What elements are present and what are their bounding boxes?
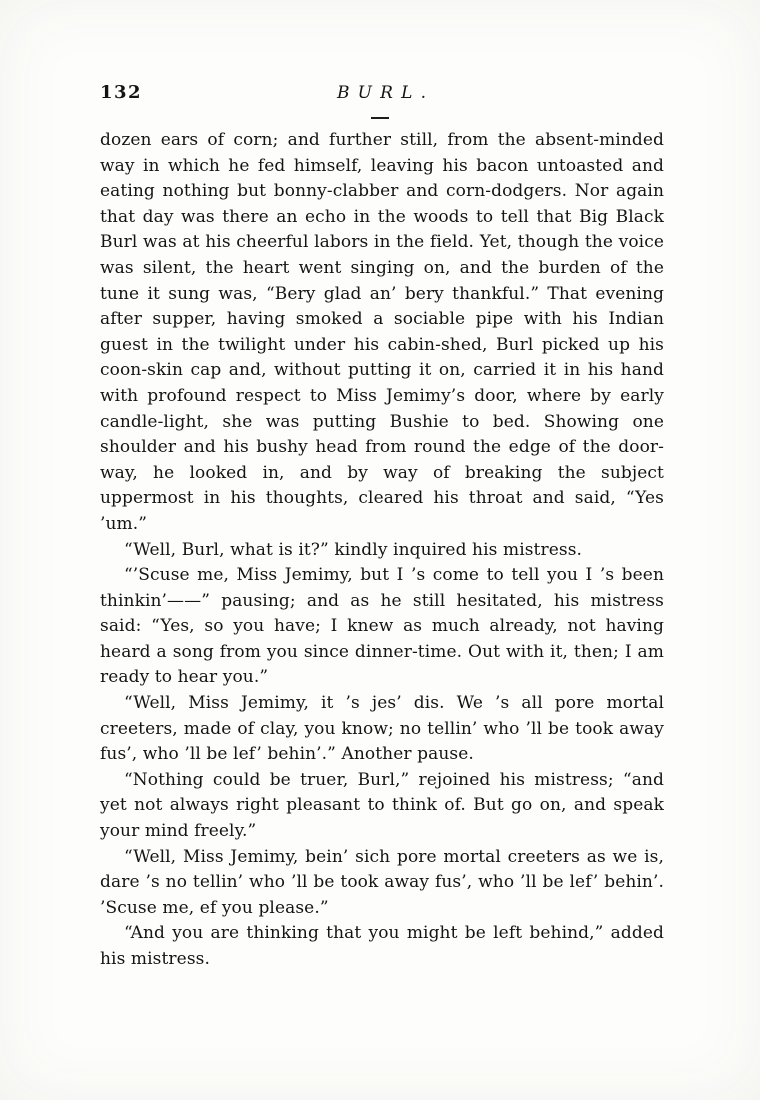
paragraph: “Well, Miss Jemimy, bein’ sich pore mortal creeters as we is, dare ’s no tellin’ who ’ll be took away fus’, who ’ll be lef’ behin’. ’Scuse me, ef you please.” — [100, 846, 664, 918]
title-rule — [371, 117, 389, 119]
page-body — [100, 128, 664, 973]
page-number: 132 — [100, 82, 143, 103]
paragraph: “’Scuse me, Miss Jemimy, but I ’s come to tell you I ’s been thinkin’——” pausing; and as he still hesitated, his mistress said: “Yes, so you have; I knew as much already, not having heard a song from you since dinner-time. Out with it, then; I am ready to hear you.” — [100, 565, 664, 688]
paragraph: dozen ears of corn; and further still, from the absent-minded way in which he fed himself, leaving his bacon untoasted and eating nothing but bonny-clabber and corn-dodgers. Nor again that day was there an echo in the woods to tell that Big Black Burl was at his cheerful labors in the field. Yet, though the voice was silent, the heart went singing on, and the burden of the tune it sung was, “Bery glad an’ bery thankful.” That evening after supper, having smoked a sociable pipe with his Indian guest in the twilight under his cabin-shed, Burl picked up his coon-skin cap and, without putting it on, carried it in his hand with profound respect to Miss Jemimy’s door, where by early candle-light, she was putting Bushie to bed. Showing one shoulder and his bushy head from round the edge of the door-way, he looked in, and by way of breaking the subject uppermost in his thoughts, cleared his throat and said, “Yes ’um.” — [100, 130, 664, 534]
paragraph: “Well, Burl, what is it?” kindly inquired his mistress. — [124, 539, 583, 560]
paragraph: “Well, Miss Jemimy, it ’s jes’ dis. We ’s all pore mortal creeters, made of clay, you know; no tellin’ who ’ll be took away fus’, who ’ll be lef’ behin’.” Another pause. — [100, 693, 664, 765]
page-header — [100, 82, 663, 108]
paragraph: “Nothing could be truer, Burl,” rejoined his mistress; “and yet not always right pleasant to think of. But go on, and speak your mind freely.” — [100, 769, 664, 842]
running-title: BURL. — [337, 83, 435, 103]
paragraph: “And you are thinking that you might be left behind,” added his mistress. — [100, 923, 664, 969]
